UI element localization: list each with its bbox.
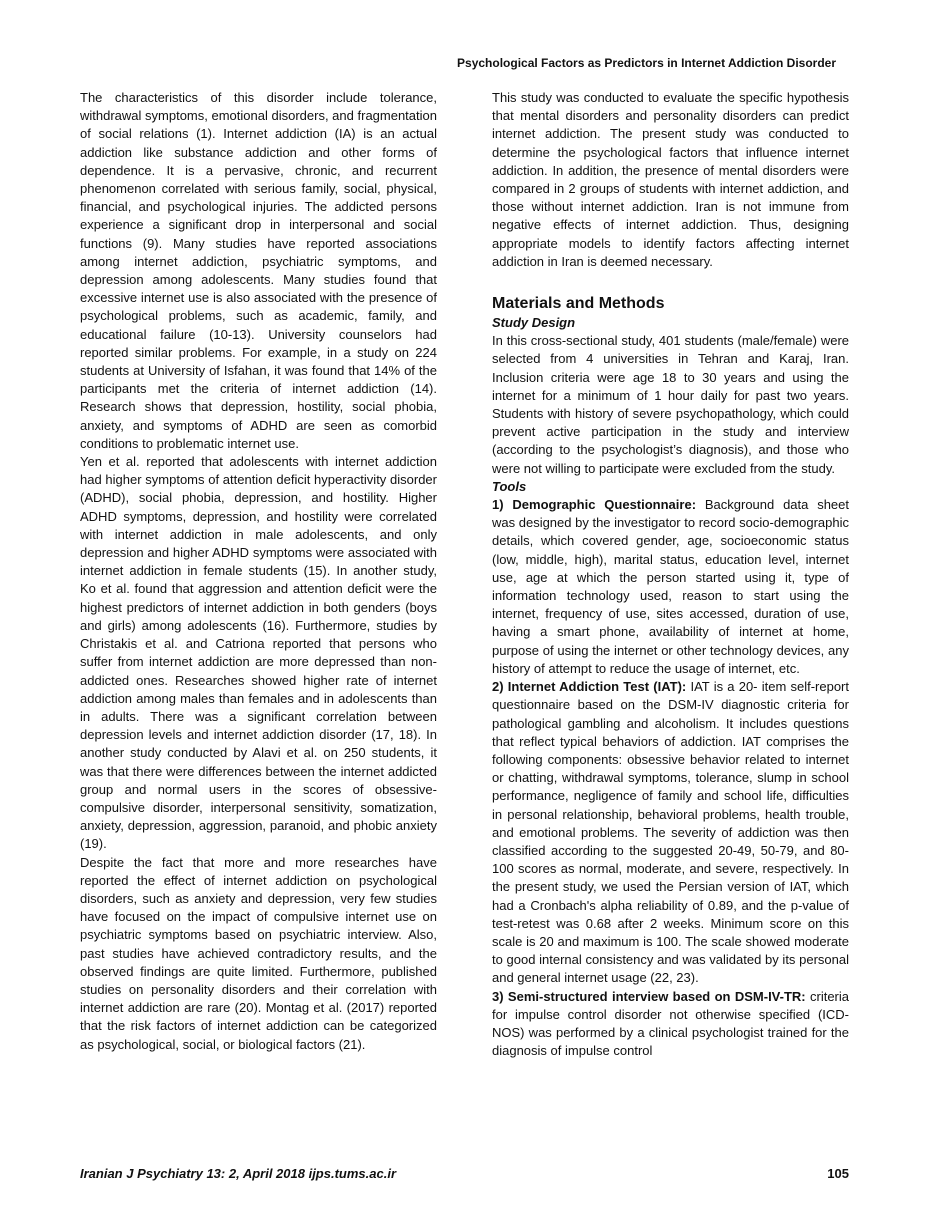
body-paragraph: Yen et al. reported that adolescents with internet addiction had higher symptoms of attention deficit hyperactivity disorder (ADHD), social phobia, depression, and hostility. Higher ADHD symptoms, depression, and hostility were correlated with internet addiction in male adolescents, and only depression and higher ADHD symptoms were associated with internet addiction in female students (15). In another study, Ko et al. found that aggression and attention deficit were the highest predictors of internet addiction in both genders (boys and girls) among adolescents (16). Furthermore, studies by Christakis et al. and Catriona reported that persons who suffer from internet addiction are more depressed than non-addicted ones. Researches showed higher rate of internet addiction among males than females and in adolescents than in adults. There was a significant correlation between depression levels and internet addiction disorder (17, 18). In another study conducted by Alavi et al. on 250 students, it was that there were differences between the internet addicted group and normal users in the scores of obsessive-compulsive disorder, interpersonal sensitivity, somatization, anxiety, depression, aggression, paranoid, and phobic anxiety (19). xyxy=(80,454,437,852)
page-number: 105 xyxy=(827,1166,849,1181)
tool-item-text: IAT is a 20- item self-report questionnaire based on the DSM-IV diagnostic criteria for pathological gambling and alcoholism. It includes questions that reflect typical behaviors of addiction. IAT comprises the following components: obsessive behavior related to internet or chatting, withdrawal symptoms, tolerance, slump in school performance, negligence of family and school life, difficulties in personal relationship, behavioral problems, health trouble, and emotional problems. The severity of addiction was then classified according to the suggested 20-49, 50-79, and 80-100 scores as normal, moderate, and severe, respectively. In the present study, we used the Persian version of IAT, which had a Cronbach's alpha reliability of 0.89, and the p-value of test-retest was 0.68 after 2 weeks. Minimum score on this scale is 20 and maximum is 100. The scale showed moderate to good internal consistency and was validated by its personal and general internet usage (22, 23). xyxy=(492,679,850,986)
tool-item xyxy=(492,988,849,1061)
footer-journal-citation: Iranian J Psychiatry 13: 2, April 2018 ijps.tums.ac.ir xyxy=(80,1166,396,1181)
body-paragraph: The characteristics of this disorder include tolerance, withdrawal symptoms, emotional disorders, and fragmentation of social relations (1). Internet addiction (IA) is an actual addiction like substance addiction and other forms of dependence. It is a pervasive, chronic, and recurrent phenomenon correlated with serious family, social, physical, financial, and psychological injuries. The addicted persons experience a significant drop in interpersonal and social functions (9). Many studies have reported associations among internet addiction, psychiatric symptoms, and depression among adolescents. Many studies found that excessive internet use is also associated with the presence of psychological problems, such as academic, family, and educational failure (10-13). University counselors had reported similar problems. For example, in a study on 224 students at University of Isfahan, it was found that 14% of the participants met the criteria of internet addiction (14). Research shows that depression, hostility, social phobia, anxiety, and symptoms of ADHD are seen as comorbid conditions to problematic internet use. xyxy=(80,90,437,451)
tool-item-text: criteria for impulse control disorder not otherwise specified (ICD-NOS) was performed by a clinical psychologist trained for the diagnosis of impulse control xyxy=(492,988,849,1059)
tool-item-label: 3) Semi-structured interview based on DSM-IV-TR: xyxy=(492,988,806,1004)
body-paragraph: Despite the fact that more and more researches have reported the effect of internet addiction on psychological disorders, such as anxiety and depression, very few studies have focused on the impact of compulsive internet use on psychiatric symptoms based on psychiatric interview. Also, past studies have achieved contradictory results, and the observed findings are quite limited. Furthermore, published studies on personality disorders and their correlation with internet addiction are rare (20). Montag et al. (2017) reported that the risk factors of internet addiction can be categorized as psychological, social, or biological factors (21). xyxy=(80,854,437,1052)
tool-item-label: 1) Demographic Questionnaire: xyxy=(492,497,697,513)
intro-paragraph: This study was conducted to evaluate the specific hypothesis that mental disorders and personality disorders can predict internet addiction. The present study was conducted to determine the psychological factors that influence internet addiction. In addition, the presence of mental disorders were compared in 2 groups of students with internet addiction, and those without internet addiction. Iran is not immune from negative effects of internet addiction. Thus, designing appropriate models to identify factors affecting internet addiction in Iran is deemed necessary. xyxy=(492,90,849,269)
section-heading: Materials and Methods xyxy=(492,295,665,313)
tool-item-label: 2) Internet Addiction Test (IAT): xyxy=(492,679,687,695)
tool-item xyxy=(492,496,849,678)
tool-item xyxy=(492,678,849,987)
tool-item-text: Background data sheet was designed by the investigator to record socio-demographic details, which covered gender, age, socioeconomic status (low, middle, high), marital status, education level, internet use, age at which the person started using it, type of information technology used, reason to start using the internet, frequency of use, sites accessed, duration of use, having a smart phone, availability of internet at home, purpose of using the internet or other technology devices, any history of attempt to reduce the usage of internet, etc. xyxy=(492,497,849,676)
right-column xyxy=(492,89,849,1060)
tools-heading: Tools xyxy=(492,478,527,494)
left-column xyxy=(80,89,437,1054)
running-header: Psychological Factors as Predictors in Internet Addiction Disorder xyxy=(457,56,836,70)
study-design-heading: Study Design xyxy=(492,315,576,331)
study-design-text: In this cross-sectional study, 401 students (male/female) were selected from 4 universities in Tehran and Karaj, Iran. Inclusion criteria were age 18 to 30 years and using the internet for a minimum of 1 hour daily for past two years. Students with history of severe psychopathology, which could prevent active participation in the study and interview (according to the psychologist’s diagnosis), and those who were not willing to participate were excluded from the study. xyxy=(492,333,849,476)
